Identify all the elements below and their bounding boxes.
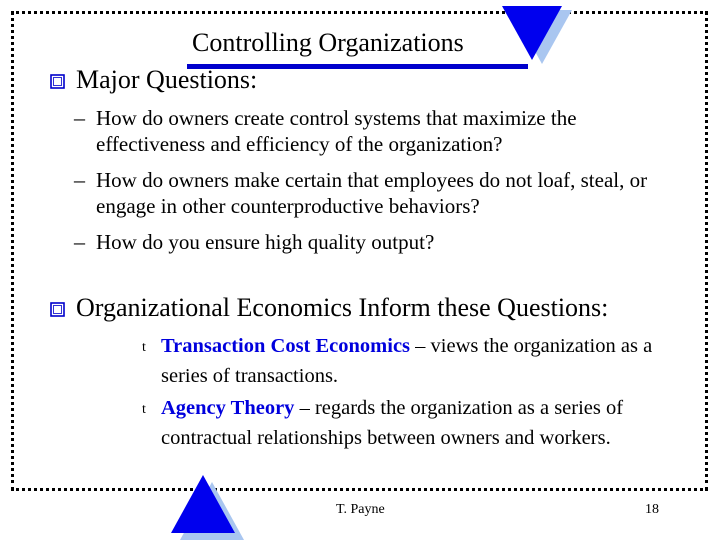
question-item-1: How do owners create control systems that maximize the effectiveness and efficiency of the organization? xyxy=(96,106,577,156)
theory-sep-2: – xyxy=(294,397,315,419)
page-number: 18 xyxy=(645,502,659,517)
footer-author: T. Payne xyxy=(336,502,385,517)
question-item-2: How do owners make certain that employees do not loaf, steal, or engage in other counterproductive behaviors? xyxy=(96,168,648,218)
dash-bullet: – xyxy=(74,167,85,192)
theory-term-2: Agency Theory xyxy=(161,397,295,419)
triangle-decoration xyxy=(171,475,235,533)
theory-term-1: Transaction Cost Economics xyxy=(161,335,411,357)
square-bullet-icon xyxy=(50,74,65,89)
sub-bullet-icon: t xyxy=(142,402,146,417)
triangle-decoration xyxy=(502,6,562,60)
section2-heading: Organizational Economics Inform these Questions: xyxy=(76,293,609,322)
theory-item-1 xyxy=(161,331,691,391)
theory-sep-1: – xyxy=(410,335,431,357)
theory-text-2: regards the organization as a series of contractual relationships between owners and workers. xyxy=(161,397,624,449)
dash-bullet: – xyxy=(74,229,85,254)
question-item-3: How do you ensure high quality output? xyxy=(96,230,435,254)
theory-item-2 xyxy=(161,393,691,453)
dash-bullet: – xyxy=(74,105,85,130)
section1-heading: Major Questions: xyxy=(76,65,258,94)
square-bullet-icon xyxy=(50,302,65,317)
theory-text-1: views the organization as a series of transactions. xyxy=(161,335,653,387)
slide-title: Controlling Organizations xyxy=(192,28,464,57)
sub-bullet-icon: t xyxy=(142,340,146,355)
